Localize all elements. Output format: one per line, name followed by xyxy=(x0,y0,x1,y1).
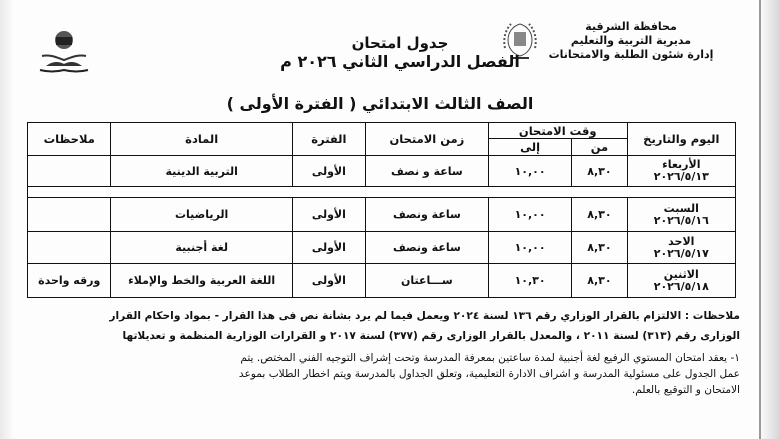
duration-cell: ساعة و نصف xyxy=(365,156,488,187)
subject-cell: لغة أجنبية xyxy=(111,232,292,264)
notes-section xyxy=(24,310,740,398)
time-to-cell: ١٠,٣٠ xyxy=(488,264,571,298)
spacer-cell xyxy=(28,187,736,198)
title-block xyxy=(250,34,550,72)
duration-cell: ســـاعتان xyxy=(365,264,488,298)
page-shadow-right xyxy=(759,0,779,439)
page-shadow-left xyxy=(0,0,14,439)
duration-cell: ساعة ونصف xyxy=(365,198,488,232)
header-exam-time: وقت الامتحان xyxy=(488,123,627,139)
period-cell: الأولى xyxy=(292,198,365,232)
day-date-cell xyxy=(627,156,735,187)
duration-cell: ساعة ونصف xyxy=(365,232,488,264)
header-subject: المادة xyxy=(111,123,292,156)
exam-date: ٢٠٢٦/٥/١٧ xyxy=(653,246,709,260)
header-from: من xyxy=(572,139,627,156)
day-name: الأربعاء xyxy=(662,158,701,171)
day-date-cell xyxy=(627,232,735,264)
header-to: إلى xyxy=(488,139,571,156)
period-cell: الأولى xyxy=(292,156,365,187)
note-line-2: الوزارى رقم (٣١٣) لسنة ٢٠١١ ، والمعدل بالقرار الوزارى رقم (٣٧٧) لسنة ٢٠١٧ و القرارات الوزارية المنظمة و تعديلاتها xyxy=(122,330,740,342)
note-line-1: ملاحظات : الالتزام بالقرار الوزاري رقم ١٣٦ لسنة ٢٠٢٤ ويعمل فيما لم يرد بشأنة نص فى هذا القرار - بمواد واحكام القرار xyxy=(109,310,740,322)
table-row xyxy=(28,232,736,264)
time-from-cell: ٨,٣٠ xyxy=(572,198,627,232)
department-name: إدارة شئون الطلبة والامتحانات xyxy=(548,48,714,61)
period-cell: الأولى xyxy=(292,264,365,298)
header-day-date: اليوم والتاريخ xyxy=(627,123,735,156)
grade-title: الصف الثالث الابتدائي ( الفترة الأولى ) xyxy=(226,94,534,113)
term-title: الفصل الدراسي الثاني ٢٠٢٦ م xyxy=(280,52,520,71)
subject-cell: الرياضيات xyxy=(111,198,292,232)
authority-header xyxy=(541,20,721,62)
notes-cell: ورقه واحدة xyxy=(28,264,111,298)
egypt-eagle-crest-icon xyxy=(38,26,90,76)
note-line-5: الامتحان و التوقيع بالعلم. xyxy=(631,384,740,396)
day-name: السبت xyxy=(663,201,699,215)
exam-date: ٢٠٢٦/٥/١٦ xyxy=(653,213,709,227)
notes-cell xyxy=(28,156,111,187)
day-name: الاحد xyxy=(668,234,695,248)
time-from-cell: ٨,٣٠ xyxy=(572,156,627,187)
exam-schedule-table xyxy=(27,122,736,298)
directorate-name: مديرية التربية والتعليم xyxy=(570,34,692,47)
time-from-cell: ٨,٣٠ xyxy=(572,232,627,264)
time-to-cell: ١٠,٠٠ xyxy=(488,232,571,264)
document-title: جدول امتحان xyxy=(351,34,449,52)
exam-date: ٢٠٢٦/٥/١٨ xyxy=(653,279,709,293)
header-period: الفترة xyxy=(292,123,365,156)
day-name: الاثنين xyxy=(663,267,699,281)
table-row xyxy=(28,264,736,298)
table-row xyxy=(28,198,736,232)
subject-cell: اللغة العربية والخط والإملاء xyxy=(111,264,292,298)
notes-cell xyxy=(28,232,111,264)
governorate-name: محافظة الشرقية xyxy=(585,20,677,33)
subject-cell: التربية الدينية xyxy=(111,156,292,187)
day-date-cell xyxy=(627,264,735,298)
exam-date: ٢٠٢٦/٥/١٣ xyxy=(653,170,709,183)
table-spacer-row xyxy=(28,187,736,198)
time-to-cell: ١٠,٠٠ xyxy=(488,198,571,232)
notes-cell xyxy=(28,198,111,232)
table-row xyxy=(28,156,736,187)
period-cell: الأولى xyxy=(292,232,365,264)
time-to-cell: ١٠,٠٠ xyxy=(488,156,571,187)
note-line-3: ١- يعقد امتحان المستوي الرفيع لغة أجنبية لمدة ساعتين بمعرفة المدرسة وتحت إشراف التوجيه الفني المختص. يتم xyxy=(240,352,740,364)
header-duration: زمن الامتحان xyxy=(365,123,488,156)
day-date-cell xyxy=(627,198,735,232)
time-from-cell: ٨,٣٠ xyxy=(572,264,627,298)
table-header-row xyxy=(28,123,736,139)
header-notes: ملاحظات xyxy=(28,123,111,156)
note-line-4: عمل الجدول على مسئولية المدرسة و اشراف الادارة التعليمية، وتعلق الجداول بالمدرسة ويتم اخطار الطلاب بموعد xyxy=(238,368,740,380)
